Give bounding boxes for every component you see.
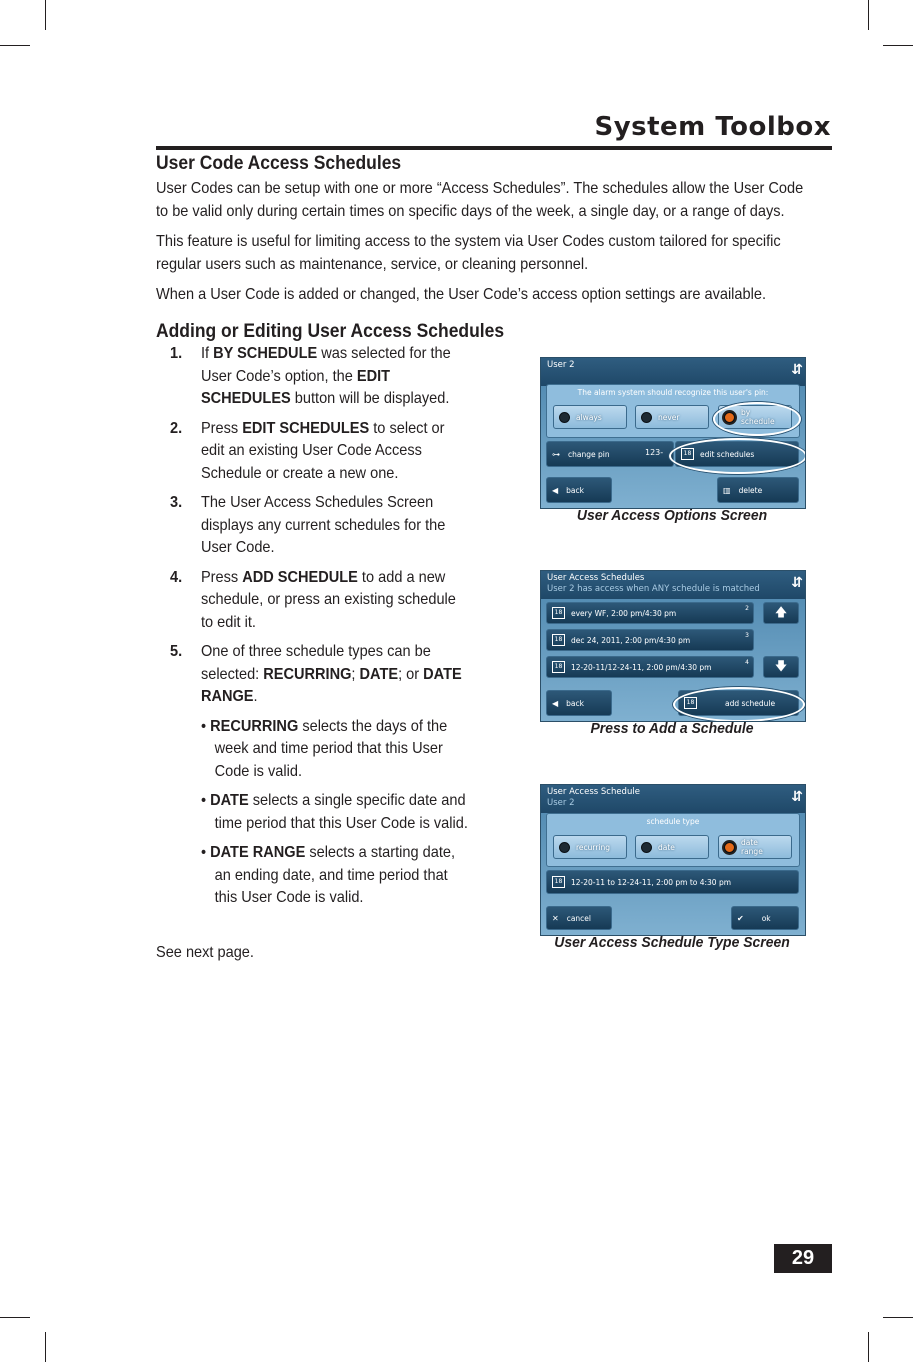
button-label: delete [738, 485, 763, 495]
power-plug-icon: ⇵ [791, 789, 801, 805]
intro-paragraph [156, 177, 829, 223]
text-line: regular users such as maintenance, service, or cleaning personnel. [156, 256, 589, 273]
button-label: change pin [568, 449, 610, 459]
step-4 [170, 567, 470, 635]
crop-mark [883, 45, 913, 46]
heading-user-code-access-schedules: User Code Access Schedules [156, 153, 402, 174]
crop-mark [0, 1317, 30, 1318]
calendar-icon: 18 [552, 876, 565, 888]
crop-mark [883, 1317, 913, 1318]
radio-icon [559, 842, 570, 853]
step-keyword: DATE [359, 665, 399, 683]
button-label: back [566, 485, 584, 495]
user-access-options-screen [540, 357, 806, 509]
pin-mask: 123- [645, 448, 664, 457]
option-label: never [658, 412, 680, 422]
screen-titlebar [541, 785, 805, 813]
date-range-option[interactable] [718, 835, 792, 859]
step-number: 5. [170, 643, 183, 660]
step-keyword: RECURRING [263, 665, 352, 683]
header-rule [156, 146, 832, 150]
radio-icon [641, 412, 652, 423]
schedule-row[interactable] [546, 602, 754, 624]
step-number: 2. [170, 419, 183, 437]
schedule-index: 4 [745, 659, 749, 666]
bullet-date [201, 790, 470, 835]
back-arrow-icon: ◀ [552, 485, 559, 495]
bullet-mark: • [200, 717, 207, 735]
button-label: add schedule [725, 698, 776, 708]
usage-paragraph [156, 230, 829, 276]
date-range-row[interactable] [546, 870, 799, 894]
screen-titlebar [541, 571, 805, 599]
schedule-text: dec 24, 2011, 2:00 pm/4:30 pm [571, 635, 691, 645]
trash-icon: ▥ [723, 485, 731, 495]
step-1 [170, 343, 470, 411]
highlight-ellipse [669, 438, 806, 474]
step-number: 4. [170, 568, 183, 586]
bullet-text: selects a single specific date and time period that this User Code is valid. [214, 792, 468, 832]
heading-adding-editing: Adding or Editing User Access Schedules [156, 321, 505, 342]
schedule-text: 12-20-11/12-24-11, 2:00 pm/4:30 pm [571, 662, 712, 672]
bullet-mark: • [200, 844, 207, 861]
scroll-up-button[interactable] [763, 602, 799, 624]
bullet-text: selects a starting date, an ending date, and time period that this User Code is valid. [214, 844, 456, 906]
button-label: cancel [566, 913, 591, 923]
step-text: If [200, 345, 214, 362]
scroll-down-button[interactable] [763, 656, 799, 678]
screen-title: User 2 [547, 360, 575, 370]
crop-mark [0, 45, 30, 46]
screen-caption: User Access Schedule Type Screen [554, 934, 790, 951]
highlight-ellipse [673, 687, 805, 722]
bullet-recurring [201, 716, 470, 784]
button-label: edit schedules [700, 449, 755, 459]
panel-prompt: The alarm system should recognize this user's pin: [577, 388, 769, 397]
step-text: ; or [398, 665, 424, 683]
check-icon: ✔ [737, 913, 744, 923]
range-text: 12-20-11 to 12-24-11, 2:00 pm to 4:30 pm [571, 877, 732, 887]
up-arrow-icon: 🡅 [774, 604, 788, 619]
bullet-date-range [201, 842, 470, 910]
cancel-button[interactable] [546, 906, 612, 930]
never-option[interactable] [635, 405, 709, 429]
date-option[interactable] [635, 835, 709, 859]
crop-mark [45, 1332, 46, 1362]
crop-mark [868, 1332, 869, 1362]
radio-selected-icon [724, 842, 735, 853]
step-keyword: DATE RANGE [200, 665, 462, 705]
bullet-mark: • [200, 792, 207, 809]
bullet-keyword: DATE RANGE [210, 844, 306, 861]
option-label-line: range [741, 847, 763, 856]
user-access-schedule-type-screen [540, 784, 806, 936]
schedule-index: 2 [745, 605, 749, 612]
steps-list [170, 343, 470, 917]
option-label [741, 838, 763, 856]
schedule-row[interactable] [546, 629, 754, 651]
crop-mark [45, 0, 46, 30]
step-text: Press [200, 568, 243, 586]
step-text: One of three schedule types can be selected: [200, 643, 431, 683]
calendar-icon: 18 [681, 448, 694, 460]
screen-subtitle: User 2 [547, 798, 575, 808]
option-label-line: date [741, 838, 758, 847]
step-number: 3. [170, 494, 183, 511]
step-text: to select or edit an existing User Code Access Schedule or create a new one. [200, 419, 445, 482]
step-2 [170, 418, 470, 486]
down-arrow-icon: 🡇 [774, 658, 788, 673]
panel-title: schedule type [646, 817, 700, 826]
screen-caption: User Access Options Screen [576, 507, 768, 524]
screen-caption: Press to Add a Schedule [590, 720, 754, 737]
option-label: recurring [576, 842, 611, 852]
user-access-schedules-screen [540, 570, 806, 722]
ok-button[interactable] [731, 906, 799, 930]
bullet-keyword: DATE [210, 792, 249, 809]
step-text: ; [351, 665, 360, 683]
highlight-ellipse [713, 402, 801, 436]
option-label: date [658, 842, 675, 852]
text-line: This feature is useful for limiting access to the system via User Codes custom tailored for specific [156, 233, 781, 250]
screen-title: User Access Schedule [547, 787, 640, 797]
button-label: ok [761, 913, 771, 923]
screen-titlebar [541, 358, 805, 386]
always-option[interactable] [553, 405, 627, 429]
calendar-icon: 18 [552, 607, 565, 619]
power-plug-icon: ⇵ [791, 575, 801, 591]
back-button[interactable] [546, 690, 612, 716]
schedule-index: 3 [745, 632, 749, 639]
step-number: 1. [170, 345, 183, 362]
screen-title: User Access Schedules [547, 573, 645, 583]
step-text: Press [200, 419, 243, 437]
step-keyword: EDIT SCHEDULES [242, 419, 370, 437]
crop-mark [868, 0, 869, 30]
step-5 [170, 641, 470, 910]
step-text: was selected for the User Code’s option, the [200, 345, 451, 385]
calendar-icon: 18 [552, 634, 565, 646]
radio-icon [559, 412, 570, 423]
bullet-keyword: RECURRING [210, 717, 299, 735]
calendar-icon: 18 [552, 661, 565, 673]
step-keyword: BY SCHEDULE [213, 345, 318, 362]
back-button[interactable] [546, 477, 612, 503]
screen-subtitle: User 2 has access when ANY schedule is matched [547, 584, 760, 594]
back-arrow-icon: ◀ [552, 698, 559, 708]
step-keyword: EDIT SCHEDULES [200, 367, 391, 407]
see-next-page: See next page. [156, 944, 254, 961]
button-label: back [566, 698, 584, 708]
recurring-option[interactable] [553, 835, 627, 859]
option-label-line: by [741, 408, 751, 417]
close-icon: ✕ [552, 913, 559, 923]
schedule-text: every WF, 2:00 pm/4:30 pm [571, 608, 677, 618]
text-line: User Codes can be setup with one or more “Access Schedules”. The schedules allow the User Code [156, 180, 804, 197]
step-text: to add a new schedule, or press an existing schedule to edit it. [200, 568, 456, 631]
bullet-text: selects the days of the week and time period that this User Code is valid. [214, 717, 448, 780]
page-number: 29 [774, 1244, 832, 1273]
key-icon: ⊶ [552, 449, 560, 459]
step-text: The User Access Schedules Screen displays any current schedules for the User Code. [200, 494, 446, 556]
step-keyword: ADD SCHEDULE [242, 568, 358, 586]
calendar-icon: 18 [684, 697, 697, 709]
option-label-line: schedule [741, 417, 775, 426]
step-3 [170, 492, 470, 560]
radio-icon [641, 842, 652, 853]
step-text: button will be displayed. [290, 390, 450, 407]
availability-paragraph: When a User Code is added or changed, the User Code’s access option settings are available. [156, 286, 766, 303]
text-line: to be valid only during certain times on specific days of the week, a single day, or a range of days. [156, 203, 785, 220]
section-title: System Toolbox [594, 112, 831, 142]
option-label: always [576, 412, 602, 422]
power-plug-icon: ⇵ [791, 362, 801, 378]
schedule-row[interactable] [546, 656, 754, 678]
delete-button[interactable] [717, 477, 799, 503]
step-text: . [253, 688, 258, 705]
